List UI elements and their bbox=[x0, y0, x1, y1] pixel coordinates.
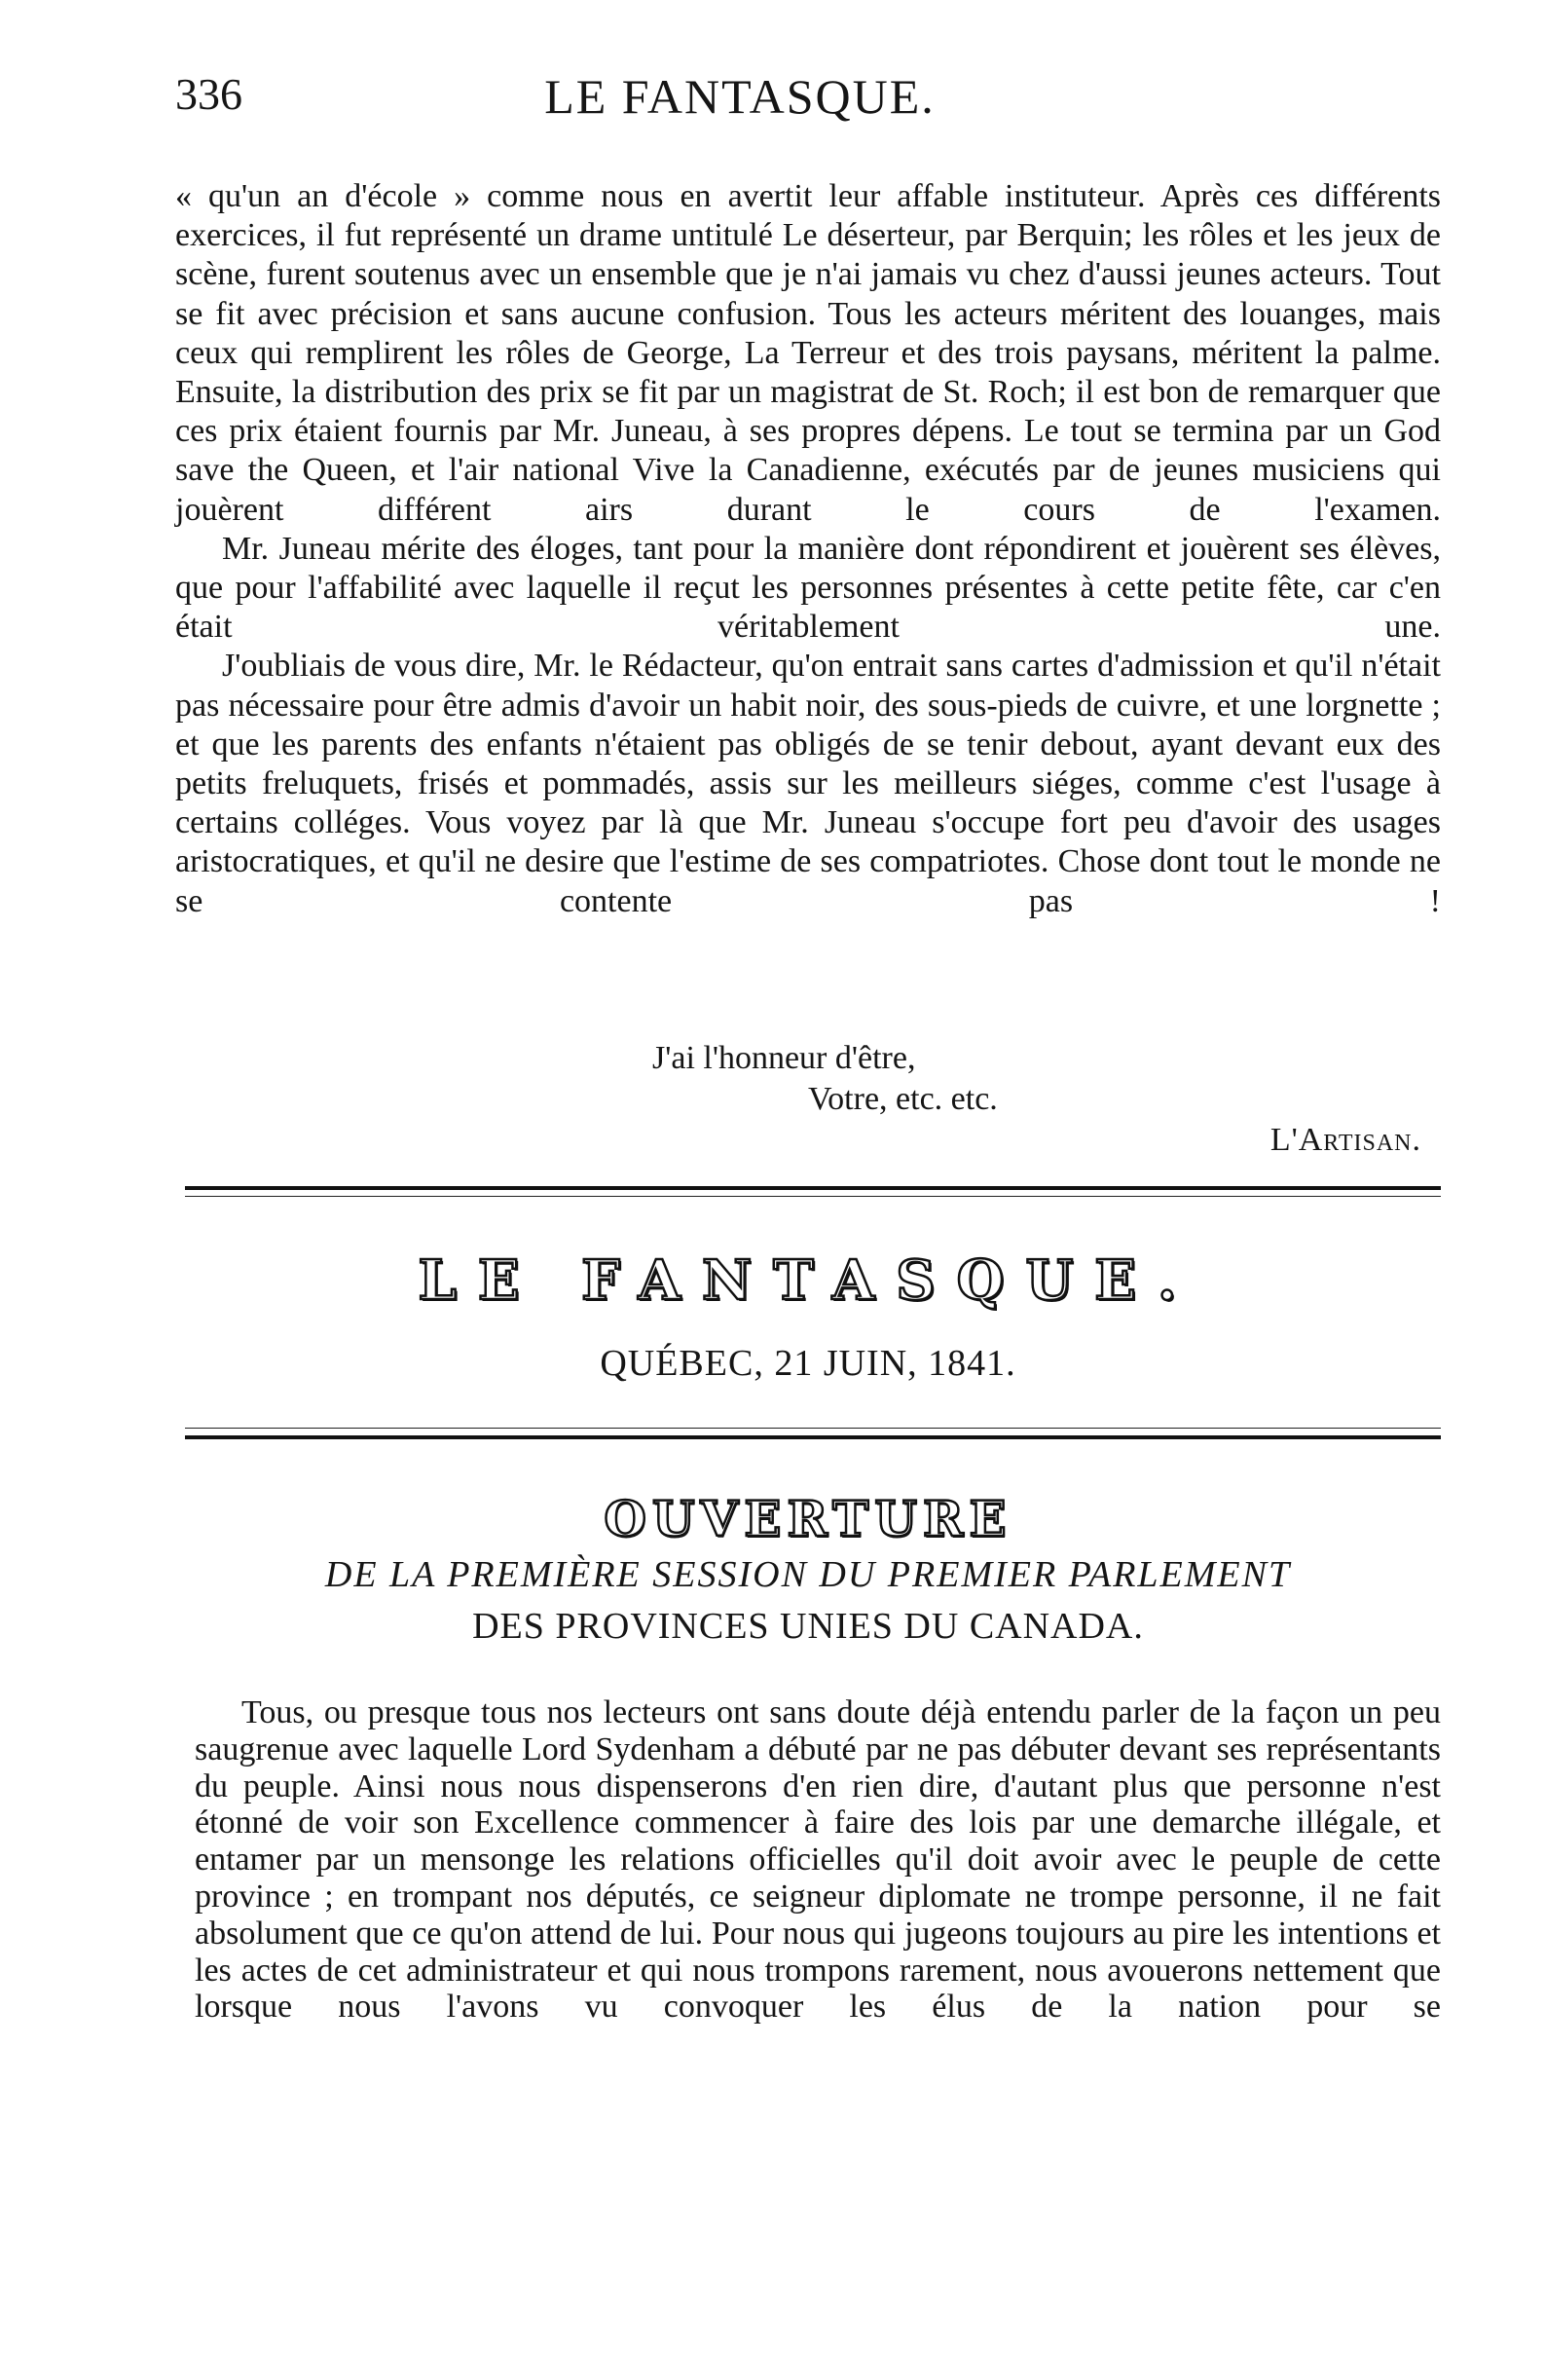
section-title: OUVERTURE bbox=[604, 1490, 1012, 1547]
letter-body bbox=[175, 177, 1441, 921]
letter-paragraph-2: Mr. Juneau mérite des éloges, tant pour la manière dont répondirent et jouèrent ses élèves, que pour l'affabilité avec laquelle il reçut les personnes présentes à cette petite fête, car c'en était véritablement une. bbox=[175, 530, 1441, 646]
closing-line-1: J'ai l'honneur d'être, bbox=[652, 1040, 916, 1076]
running-head bbox=[175, 68, 1441, 136]
double-rule-bottom bbox=[185, 1435, 1441, 1439]
page-number: 336 bbox=[175, 69, 242, 119]
closing-line-2: Votre, etc. etc. bbox=[808, 1081, 998, 1117]
signature: L'Artisan. bbox=[1269, 1122, 1421, 1158]
letter-paragraph-1: « qu'un an d'école » comme nous en avertit leur affable instituteur. Après ces différents exercices, il fut représenté un drame untitulé Le déserteur, par Berquin; les rôles et les jeux de scène, furent soutenus avec un ensemble que je n'ai jamais vu chez d'aussi jeunes acteurs. Tout se fit avec précision et sans aucune confusion. Tous les acteurs méritent des louanges, mais ceux qui remplirent les rôles de George, La Terreur et des trois paysans, méritent la palme. Ensuite, la distribution des prix se fit par un magistrat de St. Roch; il est bon de remarquer que ces prix étaient fournis par Mr. Juneau, à ses propres dépens. Le tout se termina par un God save the Queen, et l'air national Vive la Canadienne, exécutés par de jeunes musiciens qui jouèrent différent airs durant le cours de l'examen. bbox=[175, 178, 1441, 528]
article-body bbox=[195, 1694, 1441, 2026]
article-paragraph: Tous, ou presque tous nos lecteurs ont sans doute déjà entendu parler de la façon un peu saugrenue avec laquelle Lord Sydenham a débuté par ne pas débuter devant ses représentants du peuple. Ainsi nous nous dispenserons d'en rien dire, d'autant plus que personne n'est étonné de voir son Excellence commencer à faire des lois par une demarche illégale, et entamer par un mensonge les relations officielles qu'il doit avoir avec le peuple de cette province ; en trompant nos députés, ce seigneur diplomate ne trompe personne, il ne fait absolument que ce qu'on attend de lui. Pour nous qui jugeons toujours au pire les intentions et les actes de cet administrateur et qui nous trompons rarement, nous avouerons nettement que lorsque nous l'avons vu convoquer les élus de la nation pour se bbox=[195, 1694, 1441, 2026]
dateline: QUÉBEC, 21 JUIN, 1841. bbox=[600, 1343, 1016, 1384]
thin-rule-bottom bbox=[185, 1428, 1441, 1429]
letter-closing bbox=[175, 1040, 1441, 1157]
masthead-title: LE FANTASQUE. bbox=[418, 1248, 1198, 1313]
thin-rule-top bbox=[185, 1196, 1441, 1197]
section-subtitle-1: DE LA PREMIÈRE SESSION DU PREMIER PARLEMENT bbox=[324, 1554, 1292, 1595]
running-title: LE FANTASQUE. bbox=[544, 69, 936, 124]
letter-paragraph-3: J'oubliais de vous dire, Mr. le Rédacteur, qu'on entrait sans cartes d'admission et qu'il n'était pas nécessaire pour être admis d'avoir un habit noir, des sous-pieds de cuivre, et une lorgnette ; et que les parents des enfants n'étaient pas obligés de se tenir debout, ayant devant eux des petits freluquets, frisés et pommadés, assis sur les meilleurs siéges, comme c'est l'usage à certains colléges. Vous voyez par là que Mr. Juneau s'occupe fort peu d'avoir des usages aristocratiques, et qu'il ne desire que l'estime de ses compatriotes. Chose dont tout le monde ne se contente pas ! bbox=[175, 648, 1441, 919]
section-subtitle-2: DES PROVINCES UNIES DU CANADA. bbox=[472, 1606, 1144, 1647]
double-rule-top bbox=[185, 1186, 1441, 1190]
